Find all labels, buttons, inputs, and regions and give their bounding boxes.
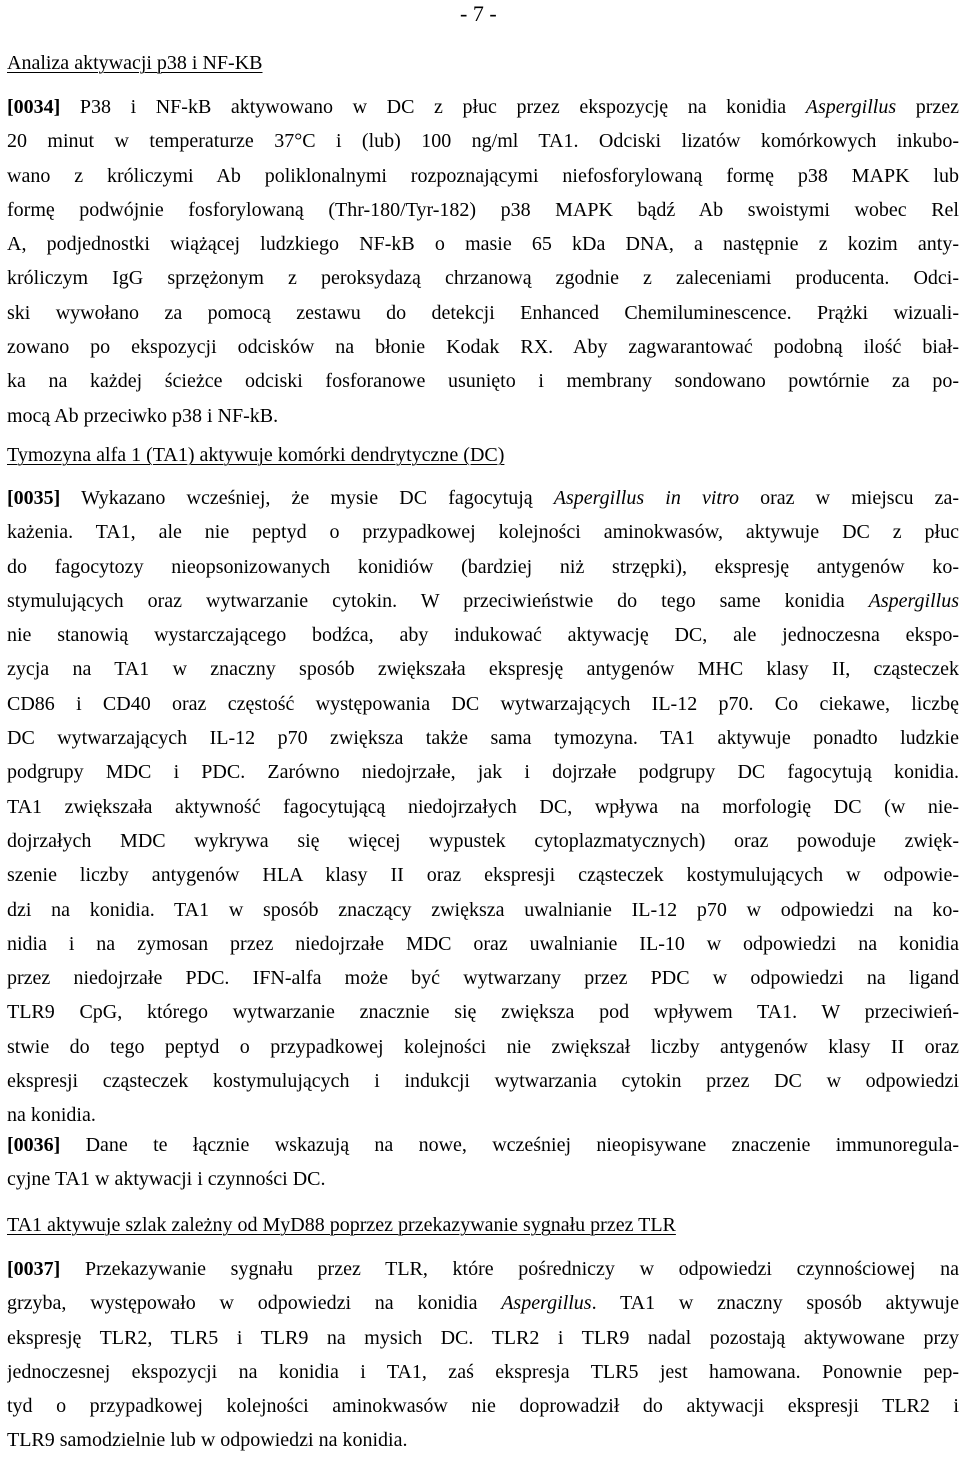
paragraph-line: zycja na TA1 w znaczny sposób zwiększała ekspresję antygenów MHC klasy II, cząsteczek <box>7 658 959 681</box>
paragraph-line: stwie do tego peptyd o przypadkowej kolejności nie zwiększał liczby antygenów klasy II oraz <box>7 1035 959 1058</box>
paragraph-line: TA1 zwiększała aktywność fagocytującą niedojrzałych DC, wpływa na morfologię DC (w nie- <box>7 795 959 818</box>
paragraph-line: A, podjednostki wiążącej ludzkiego NF-kB o masie 65 kDa DNA, a następnie z kozim anty- <box>7 233 959 256</box>
paragraph-line: ekspresji cząsteczek kostymulujących i indukcji wytwarzania cytokin przez DC w odpowiedzi <box>7 1070 959 1093</box>
paragraph-0035 <box>7 481 959 1133</box>
paragraph-number: [0035] <box>7 487 61 509</box>
paragraph-line: zowano po ekspozycji odcisków na błonie Kodak RX. Aby zagwarantować podobną ilość biał- <box>7 336 959 359</box>
paragraph-line: TLR9 CpG, którego wytwarzanie znacznie się zwiększa pod wpływem TA1. W przeciwień- <box>7 1001 959 1024</box>
section-heading-myd88-tlr: TA1 aktywuje szlak zależny od MyD88 poprzez przekazywanie sygnału przez TLR <box>7 1214 676 1236</box>
paragraph-line: dojrzałych MDC wykrywa się więcej wypustek cytoplazmatycznych) oraz powoduje zwięk- <box>7 829 959 852</box>
paragraph-line: nie stanowią wystarczającego bodźca, aby indukować aktywację DC, ale jednoczesna ekspo- <box>7 624 959 647</box>
paragraph-line: formę podwójnie fosforylowaną (Thr-180/Tyr-182) p38 MAPK bądź Ab swoistymi wobec Rel <box>7 198 959 221</box>
paragraph-0034 <box>7 90 959 433</box>
paragraph-line: ski wywołano za pomocą zestawu do detekcji Enhanced Chemiluminescence. Prążki wizuali- <box>7 301 959 324</box>
paragraph-line: wano z króliczymi Ab poliklonalnymi rozpoznającymi niefosforylowaną formę p38 MAPK lub <box>7 164 959 187</box>
paragraph-line: [0034] P38 i NF-kB aktywowano w DC z płuc przez ekspozycję na konidia Aspergillus przez <box>7 96 959 118</box>
paragraph-line: na konidia. <box>7 1104 96 1127</box>
paragraph-line: przez niedojrzałe PDC. IFN-alfa może być wytwarzany przez PDC w odpowiedzi na ligand <box>7 967 959 990</box>
paragraph-line: jednoczesnej ekspozycji na konidia i TA1, zaś ekspresja TLR5 jest hamowana. Ponownie pep- <box>7 1360 959 1383</box>
paragraph-line: TLR9 samodzielnie lub w odpowiedzi na konidia. <box>7 1429 408 1452</box>
section-heading-p38-nfkb: Analiza aktywacji p38 i NF-KB <box>7 52 263 74</box>
paragraph-line: [0035] Wykazano wcześniej, że mysie DC fagocytują Aspergillus in vitro oraz w miejscu za- <box>7 487 959 509</box>
paragraph-line: DC wytwarzających IL-12 p70 zwiększa także sama tymozyna. TA1 aktywuje ponadto ludzkie <box>7 727 959 750</box>
paragraph-number: [0034] <box>7 96 61 118</box>
paragraph-line: stymulujących oraz wytwarzanie cytokin. W przeciwieństwie do tego same konidia Aspergillus <box>7 589 959 612</box>
paragraph-line: króliczym IgG sprzężonym z peroksydazą chrzanową zgodnie z zaleceniami producenta. Odci- <box>7 267 959 290</box>
paragraph-line: podgrupy MDC i PDC. Zarówno niedojrzałe, jak i dojrzałe podgrupy DC fagocytują konidia. <box>7 761 959 784</box>
paragraph-line: 20 minut w temperaturze 37°C i (lub) 100 ng/ml TA1. Odciski lizatów komórkowych inkubo- <box>7 130 959 153</box>
paragraph-line: CD86 i CD40 oraz częstość występowania DC wytwarzających IL-12 p70. Co ciekawe, liczbę <box>7 692 959 715</box>
paragraph-line: ekspresję TLR2, TLR5 i TLR9 na mysich DC. TLR2 i TLR9 nadal pozostają aktywowane przy <box>7 1326 959 1349</box>
paragraph-line: mocą Ab przeciwko p38 i NF-kB. <box>7 404 279 427</box>
paragraph-0037 <box>7 1252 959 1458</box>
paragraph-0036 <box>7 1128 959 1197</box>
paragraph-line: ka na każdej ścieżce odciski fosforanowe usunięto i membrany sondowano powtórnie za po- <box>7 370 959 393</box>
section-heading-ta1-dc: Tymozyna alfa 1 (TA1) aktywuje komórki dendrytyczne (DC) <box>7 444 505 466</box>
paragraph-line: każenia. TA1, ale nie peptyd o przypadkowej kolejności aminokwasów, aktywuje DC z płuc <box>7 521 959 544</box>
paragraph-line: [0036] Dane te łącznie wskazują na nowe, wcześniej nieopisywane znaczenie immunoregula- <box>7 1134 959 1156</box>
paragraph-line: szenie liczby antygenów HLA klasy II oraz ekspresji cząsteczek kostymulujących w odpowie- <box>7 864 959 887</box>
paragraph-line: dzi na konidia. TA1 w sposób znaczący zwiększa uwalnianie IL-12 p70 w odpowiedzi na ko- <box>7 898 959 921</box>
paragraph-line: cyjne TA1 w aktywacji i czynności DC. <box>7 1168 326 1191</box>
paragraph-number: [0036] <box>7 1134 61 1156</box>
paragraph-line: grzyba, występowało w odpowiedzi na konidia Aspergillus. TA1 w znaczny sposób aktywuje <box>7 1292 959 1315</box>
paragraph-line: do fagocytozy nieopsonizowanych konidiów (bardziej niż strzępki), ekspresję antygenów ko- <box>7 555 959 578</box>
paragraph-line: [0037] Przekazywanie sygnału przez TLR, które pośredniczy w odpowiedzi czynnościowej na <box>7 1258 959 1280</box>
page-number: - 7 - <box>460 1 497 26</box>
paragraph-line: nidia i na zymosan przez niedojrzałe MDC oraz uwalnianie IL-10 w odpowiedzi na konidia <box>7 932 959 955</box>
paragraph-line: tyd o przypadkowej kolejności aminokwasów nie doprowadził do aktywacji ekspresji TLR2 i <box>7 1395 959 1418</box>
paragraph-number: [0037] <box>7 1258 61 1280</box>
